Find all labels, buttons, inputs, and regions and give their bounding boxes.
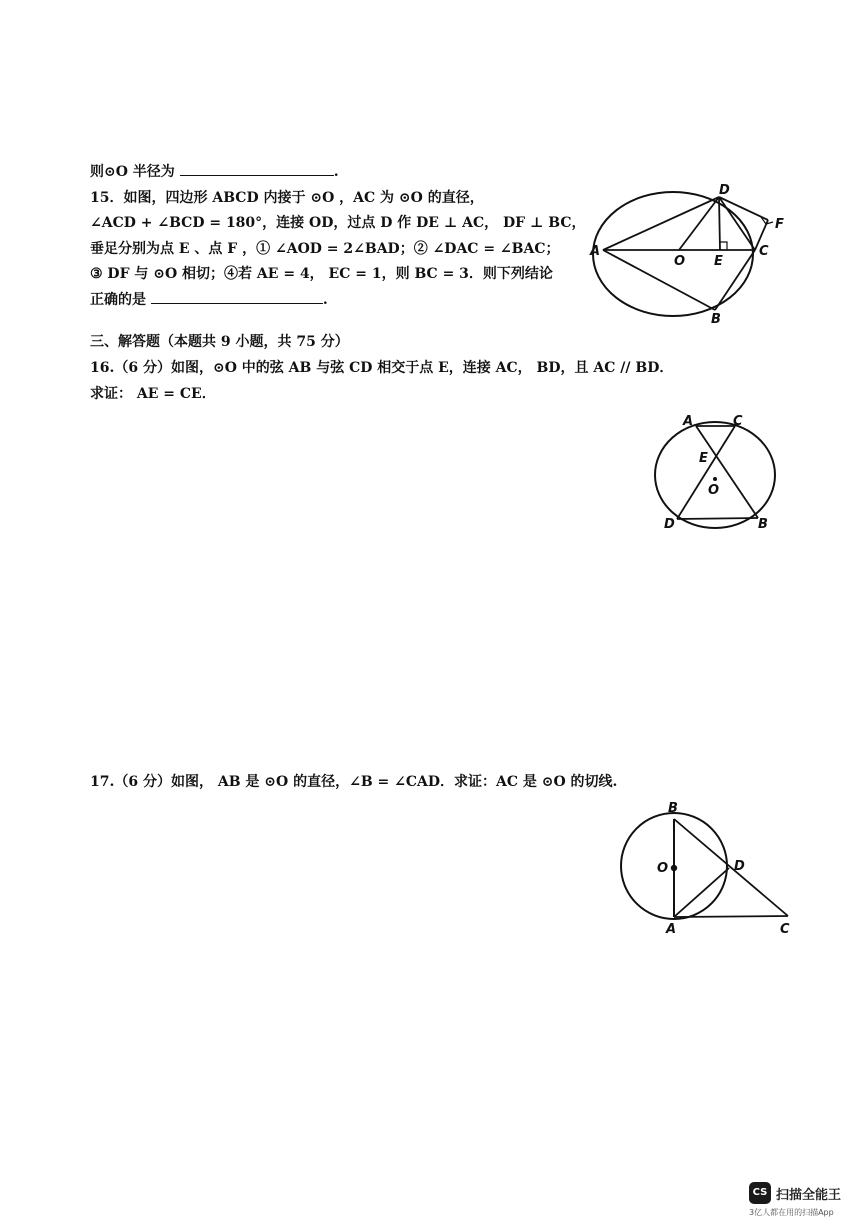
label-a: A: [590, 244, 601, 259]
label-b: B: [668, 801, 678, 816]
label-a: A: [683, 414, 694, 429]
label-d: D: [664, 517, 675, 532]
circle-o: [655, 422, 775, 528]
answer-blank: [151, 303, 323, 304]
answer-blank: [180, 175, 334, 176]
q15-line4: ③ DF 与 ⊙O 相切；④若 AE = 4， EC = 1，则 BC = 3．则下列结论: [90, 266, 553, 282]
q16-figure: [648, 410, 784, 538]
section-title: 三、解答题（本题共 9 小题，共 75 分）: [90, 334, 349, 350]
q14-tail-text: 则⊙O 半径为: [90, 164, 175, 180]
q17-line1: 17.（6 分）如图， AB 是 ⊙O 的直径，∠B = ∠CAD．求证：AC 是 ⊙O 的切线.: [90, 774, 618, 790]
segment-od: [679, 197, 719, 250]
q15-line3: 垂足分别为点 E 、点 F ，① ∠AOD = 2∠BAD；② ∠DAC = ∠BAC；: [90, 241, 560, 257]
q15-line2: ∠ACD + ∠BCD = 180°，连接 OD，过点 D 作 DE ⊥ AC， DF ⊥ BC，: [90, 215, 586, 231]
q17-figure: [612, 795, 802, 940]
q16-line1: 16.（6 分）如图，⊙O 中的弦 AB 与弦 CD 相交于点 E，连接 AC， BD，且 AC // BD．: [90, 360, 674, 376]
q16-line2: 求证： AE = CE．: [90, 386, 216, 402]
scanner-logo-icon: CS: [749, 1182, 771, 1204]
label-e: E: [714, 254, 723, 269]
label-o: O: [674, 254, 686, 269]
q14-tail: [90, 163, 339, 181]
line-ac: [674, 916, 788, 917]
q15-line1: 15．如图，四边形 ABCD 内接于 ⊙O ，AC 为 ⊙O 的直径，: [90, 190, 484, 206]
q14-tail-end: .: [333, 164, 339, 180]
center-point: [713, 477, 717, 481]
label-b: B: [758, 517, 768, 532]
q15-line5-text: 正确的是: [90, 292, 146, 308]
label-c: C: [759, 244, 769, 259]
q15-figure: [588, 180, 798, 330]
scanner-tagline: 3亿人都在用的扫描App: [749, 1208, 834, 1217]
label-b: B: [711, 312, 721, 327]
chord-db: [677, 518, 758, 519]
label-d: D: [719, 183, 730, 198]
label-f: F: [775, 217, 784, 232]
scanner-app-name: 扫描全能王: [776, 1188, 842, 1203]
center-point: [671, 865, 677, 871]
q15-line5: [90, 291, 328, 309]
label-e: E: [699, 451, 708, 466]
label-c: C: [780, 922, 790, 937]
segment-de: [719, 197, 720, 250]
label-o: O: [708, 483, 720, 498]
label-c: C: [733, 414, 743, 429]
scanner-watermark: [749, 1182, 859, 1222]
q15-end: .: [322, 292, 328, 308]
chord-ad: [603, 197, 719, 250]
label-d: D: [734, 859, 745, 874]
label-a: A: [666, 922, 677, 937]
label-o: O: [657, 861, 669, 876]
right-angle-e: [720, 242, 727, 250]
